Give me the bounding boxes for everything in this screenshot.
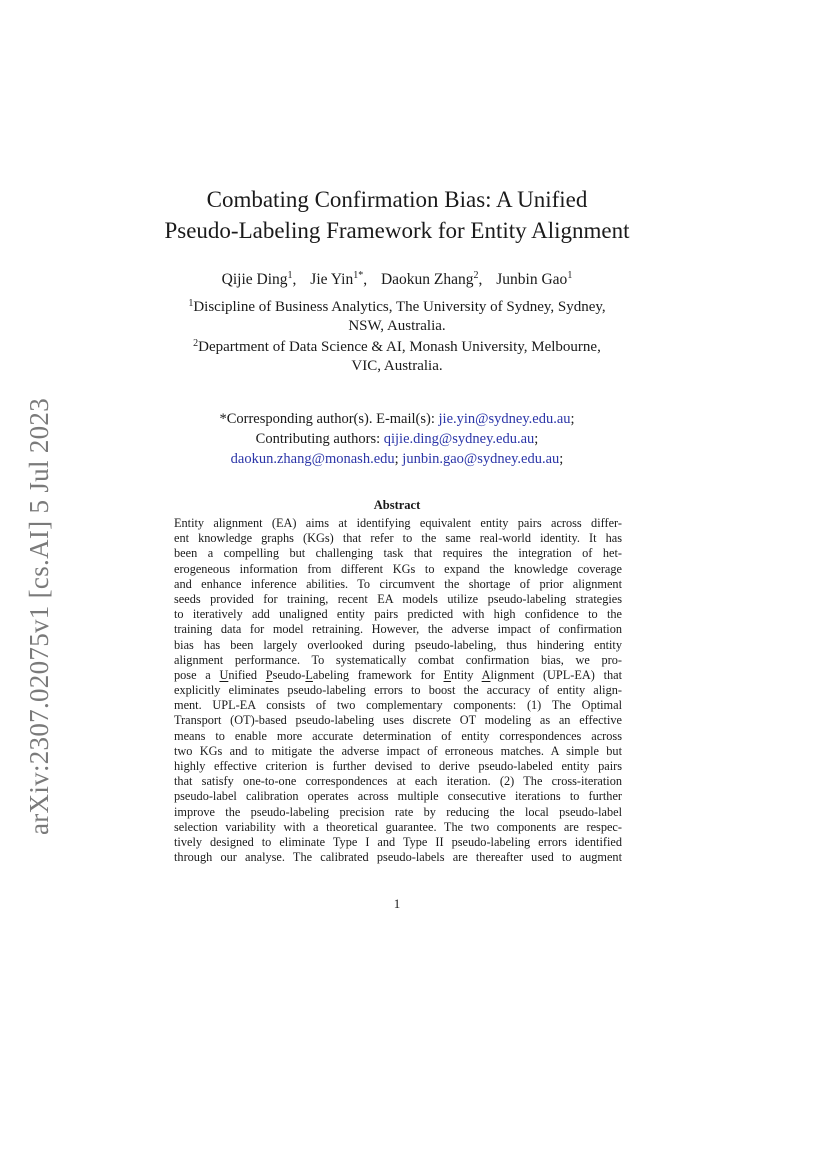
- abstract-line: been a compelling but challenging task that requires the integration of het-: [174, 546, 622, 561]
- separator: ;: [534, 431, 539, 447]
- abstract-line: bias has been largely overlooked during pseudo-labeling, thus hindering entity: [174, 637, 622, 652]
- paper-title-line-1: Combating Confirmation Bias: A Unified: [206, 187, 588, 212]
- paper-title: [114, 184, 680, 246]
- contributing-emails-line: [150, 449, 644, 469]
- affiliation-line: [150, 338, 644, 357]
- author: Qijie Ding$^1$,: [221, 270, 297, 288]
- separator: ;: [394, 451, 399, 467]
- abstract-line: through our analyse. The calibrated pseudo-labels are thereafter used to augment: [174, 850, 622, 865]
- author-name: Junbin Gao: [496, 271, 568, 288]
- abstract-line: selection variability with a theoretical guarantee. The two components are respec-: [174, 819, 622, 834]
- email-link[interactable]: junbin.gao@sydney.edu.au: [402, 451, 560, 467]
- abstract-line: Transport (OT)-based pseudo-labeling uses discrete OT modeling as an effective: [174, 713, 622, 728]
- abstract-line: ment. UPL-EA consists of two complementary components: (1) The Optimal: [174, 698, 622, 713]
- abstract-text: seudo-: [272, 667, 306, 682]
- affiliation-text: Discipline of Business Analytics, The University of Sydney, Sydney,: [193, 299, 606, 315]
- acronym-letter: L: [305, 667, 313, 682]
- abstract-line: erogeneous information from different KGs to expand the knowledge coverage: [174, 561, 622, 576]
- abstract-text: ntity: [451, 667, 482, 682]
- abstract-line: training data for model retraining. However, the adverse impact of confirmation: [174, 622, 622, 637]
- abstract-line: pseudo-label calibration operates across multiple consecutive iterations to further: [174, 789, 622, 804]
- contributing-label: Contributing authors:: [255, 431, 381, 447]
- email-link[interactable]: jie.yin@sydney.edu.au: [438, 411, 571, 427]
- affiliation-line: VIC, Australia.: [351, 358, 443, 374]
- contributing-authors-line: [150, 429, 644, 449]
- abstract-line: two KGs and to mitigate the adverse impact of erroneous matches. A simple but: [174, 743, 622, 758]
- author-name: Jie Yin: [310, 271, 354, 288]
- abstract-text: lignment (UPL-EA) that: [490, 667, 623, 682]
- abstract-body: [174, 516, 622, 865]
- abstract-line: and enhance inference abilities. To circumvent the shortage of prior alignment: [174, 576, 622, 591]
- abstract-line: to iteratively add unaligned entity pairs predicted with high confidence to the: [174, 607, 622, 622]
- arxiv-identifier-text: arXiv:2307.02075v1 [cs.AI] 5 Jul 2023: [24, 397, 55, 835]
- affiliation-mark: 2: [193, 338, 199, 349]
- abstract-line: highly effective criterion is further devised to derive pseudo-labeled entity pairs: [174, 759, 622, 773]
- author-affiliation-mark: 1*: [353, 270, 364, 281]
- affiliation: [150, 298, 644, 336]
- author: [496, 271, 572, 288]
- abstract-line: seeds provided for training, recent EA models utilize pseudo-labeling strategies: [174, 591, 622, 606]
- acronym-letter: P: [265, 667, 273, 682]
- paper-title-line-2: Pseudo-Labeling Framework for Entity Alignment: [164, 218, 630, 243]
- arxiv-identifier-stamp: [20, 388, 60, 844]
- abstract-line: [174, 668, 622, 683]
- affiliation: [150, 338, 644, 376]
- page-number: 1: [393, 896, 401, 911]
- affiliation-text: Department of Data Science & AI, Monash University, Melbourne,: [198, 339, 601, 355]
- abstract-line: Entity alignment (EA) aims at identifying equivalent entity pairs across differ-: [174, 516, 622, 530]
- corresponding-label: *Corresponding author(s). E-mail(s):: [219, 411, 435, 427]
- author-name: Daokun Zhang: [380, 271, 474, 288]
- email-link[interactable]: qijie.ding@sydney.edu.au: [383, 431, 535, 447]
- abstract-heading: Abstract: [373, 498, 421, 512]
- affiliation-line: NSW, Australia.: [348, 318, 446, 334]
- author: Jie Yin$^{1*}$,: [310, 270, 368, 288]
- abstract-text: abeling framework for: [312, 667, 444, 682]
- author-list: [114, 270, 680, 290]
- separator: ;: [559, 451, 564, 467]
- affiliation-mark: 1: [188, 298, 194, 309]
- abstract-line: improve the pseudo-labeling precision rate by reducing the local pseudo-label: [174, 804, 622, 819]
- abstract-text: pose a: [174, 667, 220, 682]
- author-affiliation-mark: 2: [473, 270, 479, 281]
- contact-info: [150, 409, 644, 469]
- author-affiliation-mark: 1: [287, 270, 293, 281]
- author-affiliation-mark: 1: [567, 270, 573, 281]
- acronym-letter: A: [481, 667, 491, 682]
- abstract-text: nified: [228, 667, 266, 682]
- author-name: Qijie Ding: [221, 271, 288, 288]
- abstract-line: explicitly eliminates pseudo-labeling errors to boost the accuracy of entity align-: [174, 683, 622, 698]
- abstract-line: ent knowledge graphs (KGs) that refer to the same real-world identity. It has: [174, 531, 622, 546]
- abstract-line: that satisfy one-to-one correspondences at each iteration. (2) The cross-iteration: [174, 774, 622, 789]
- corresponding-author-line: [150, 409, 644, 429]
- author: Daokun Zhang$^2$,: [380, 270, 483, 288]
- acronym-letter: E: [443, 667, 452, 682]
- separator: ;: [570, 411, 575, 427]
- acronym-letter: U: [219, 667, 229, 682]
- abstract-line: tively designed to eliminate Type I and Type II pseudo-labeling errors identified: [174, 834, 622, 849]
- email-link[interactable]: daokun.zhang@monash.edu: [230, 451, 395, 467]
- abstract-line: means to enable more accurate determination of entity correspondences across: [174, 728, 622, 743]
- abstract-line: alignment performance. To systematically combat confirmation bias, we pro-: [174, 652, 622, 667]
- affiliation-line: [150, 298, 644, 317]
